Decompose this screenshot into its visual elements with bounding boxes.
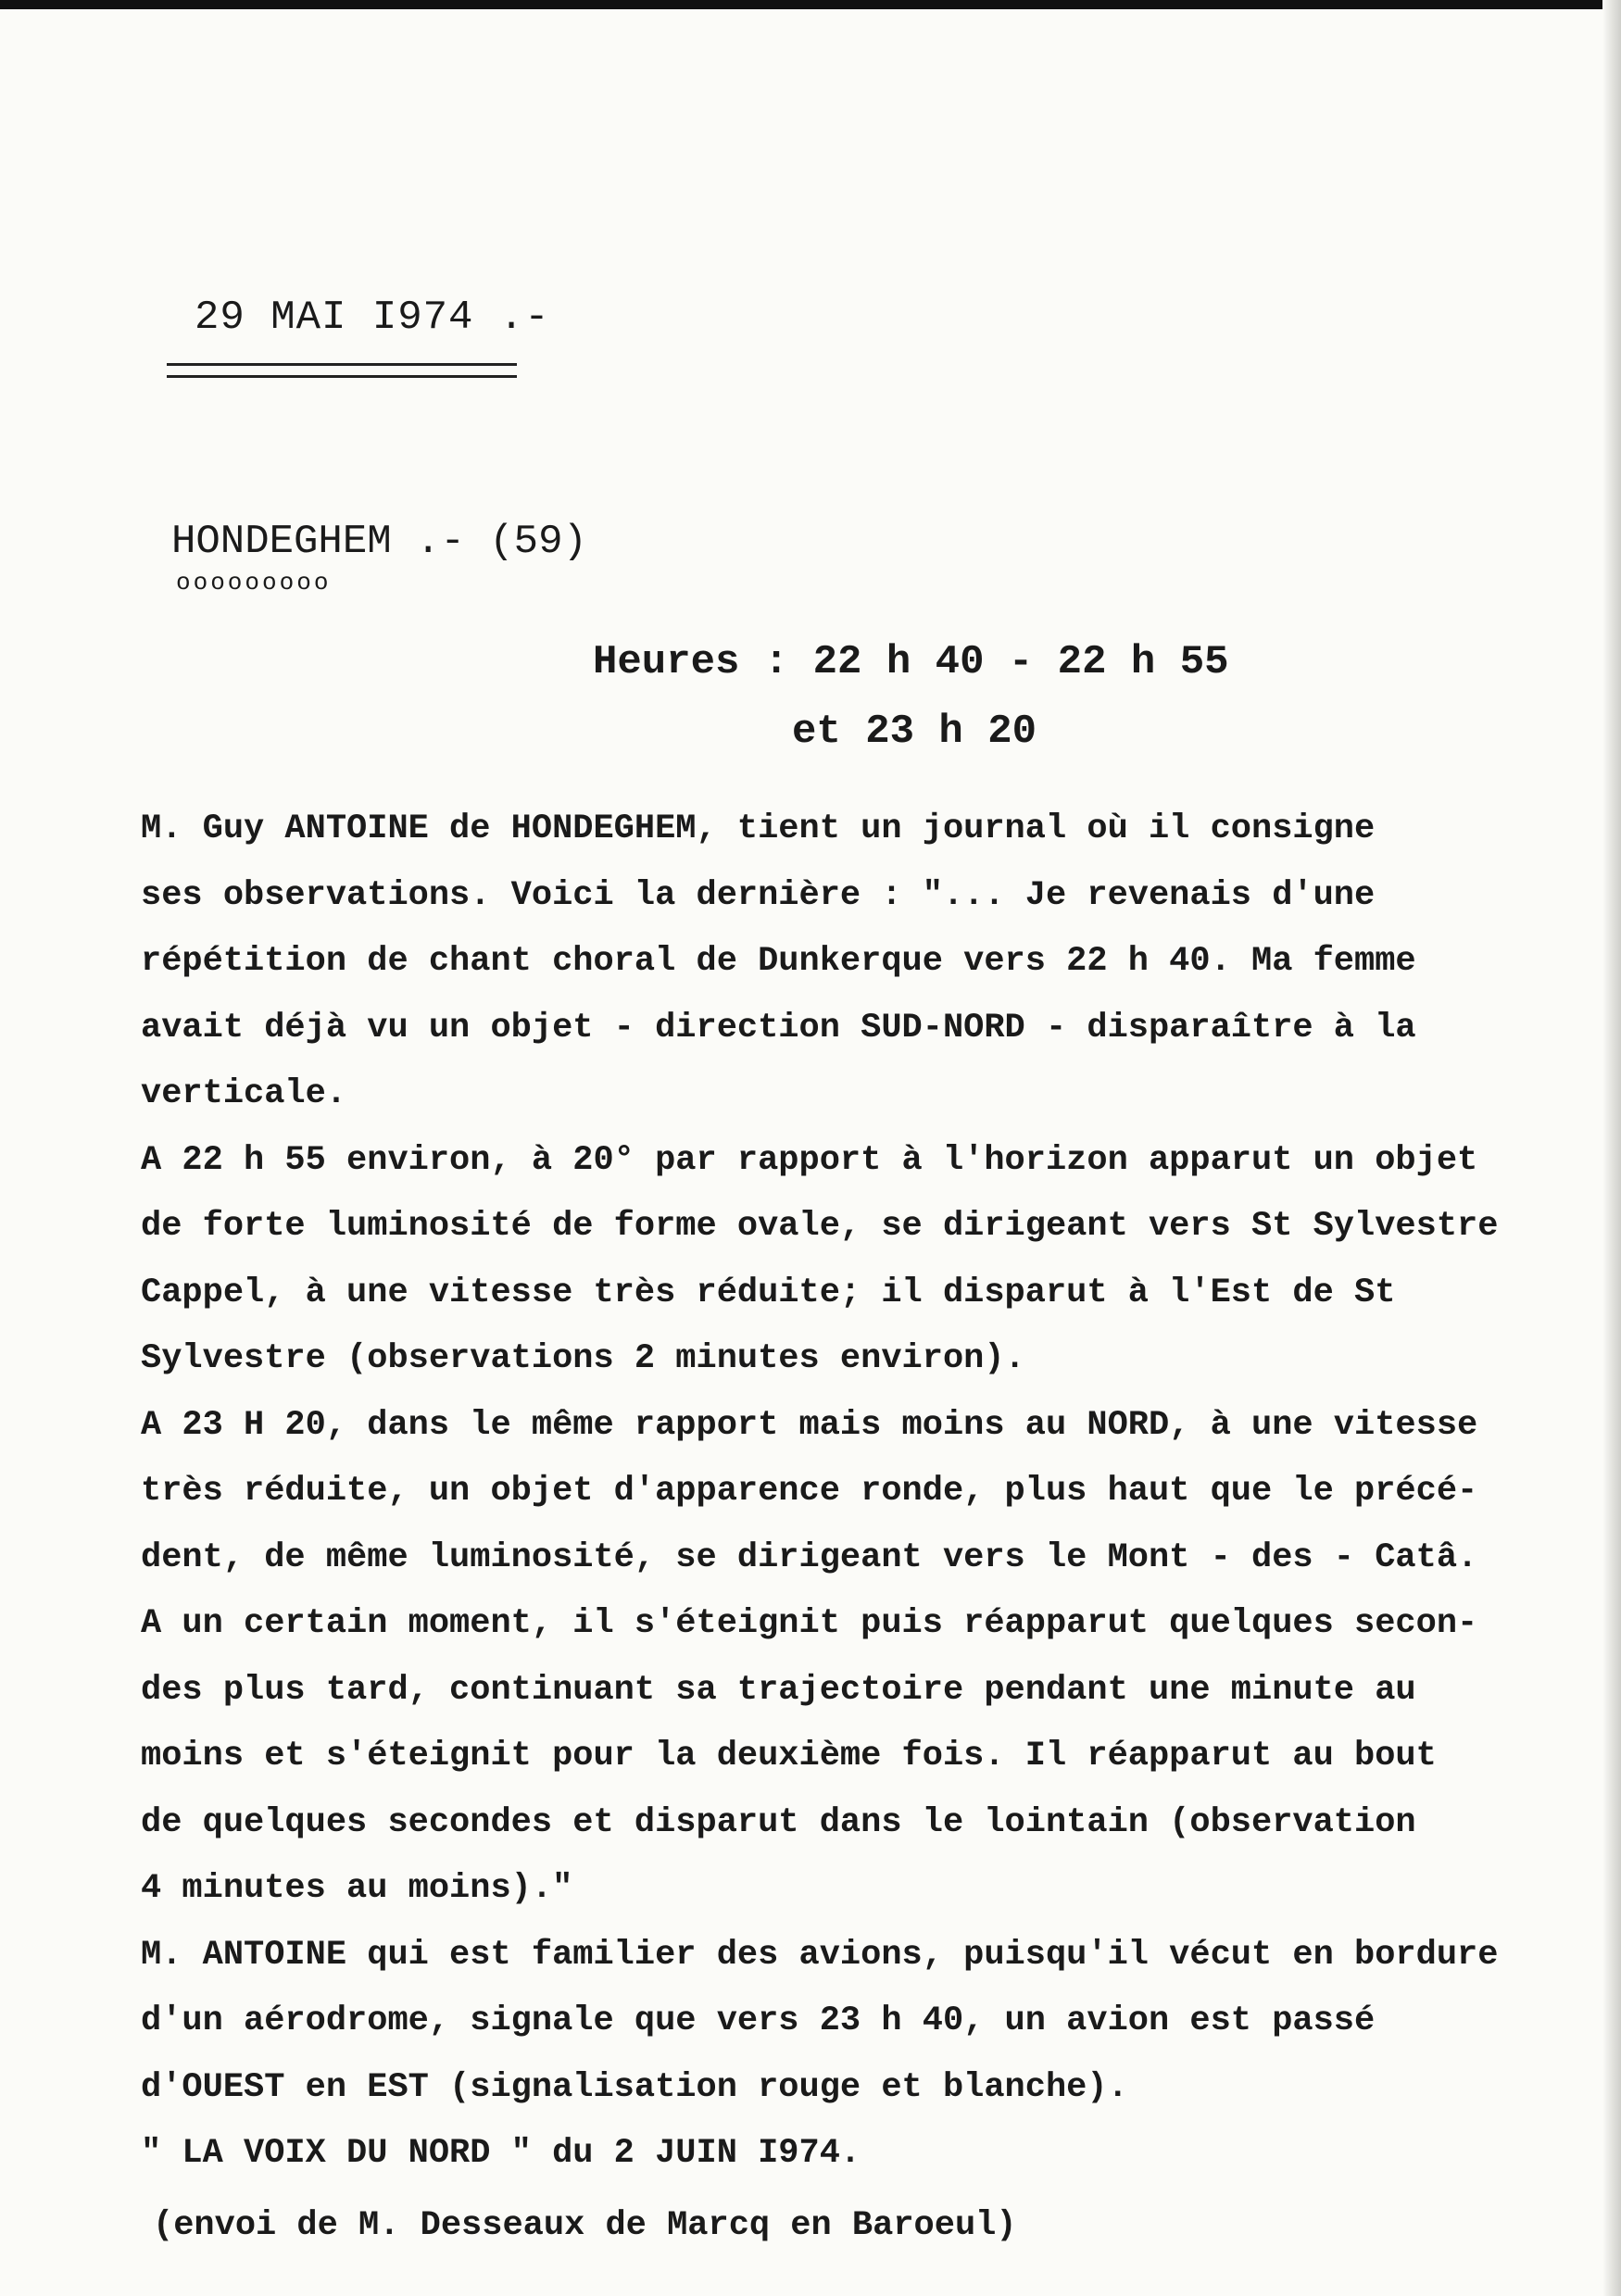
- body-line: Sylvestre (observations 2 minutes environ).: [141, 1339, 1025, 1378]
- hours-line-2: et 23 h 20: [792, 709, 1037, 755]
- hours-line-1: Heures : 22 h 40 - 22 h 55: [593, 639, 1229, 685]
- place-heading: HONDEGHEM .- (59): [171, 519, 587, 565]
- body-line: d'un aérodrome, signale que vers 23 h 40, un avion est passé: [141, 2001, 1376, 2040]
- date-double-underline: [167, 363, 517, 378]
- body-line: dent, de même luminosité, se dirigeant vers le Mont - des - Catâ.: [141, 1537, 1478, 1577]
- body-line: verticale.: [141, 1074, 347, 1113]
- body-line: A un certain moment, il s'éteignit puis réapparut quelques secon-: [141, 1604, 1478, 1643]
- body-line: A 23 H 20, dans le même rapport mais moins au NORD, à une vitesse: [141, 1405, 1478, 1445]
- right-edge-shadow: [1602, 0, 1621, 2296]
- body-line: Cappel, à une vitesse très réduite; il disparut à l'Est de St: [141, 1273, 1396, 1312]
- body-line: de quelques secondes et disparut dans le lointain (observation: [141, 1802, 1416, 1842]
- body-line: de forte luminosité de forme ovale, se dirigeant vers St Sylvestre: [141, 1207, 1499, 1246]
- body-line: ses observations. Voici la dernière : "... Je revenais d'une: [141, 875, 1376, 915]
- body-line: M. Guy ANTOINE de HONDEGHEM, tient un journal où il consigne: [141, 809, 1376, 848]
- report-body: [141, 797, 1586, 2188]
- body-line: " LA VOIX DU NORD " du 2 JUIN I974.: [141, 2134, 861, 2173]
- body-line: d'OUEST en EST (signalisation rouge et blanche).: [141, 2067, 1128, 2107]
- report-date: 29 MAI I974 .-: [195, 295, 550, 341]
- body-line: A 22 h 55 environ, à 20° par rapport à l'horizon apparut un objet: [141, 1140, 1478, 1180]
- body-line: moins et s'éteignit pour la deuxième fois. Il réapparut au bout: [141, 1737, 1437, 1775]
- place-dotted-underline: ooooooooo: [176, 569, 332, 596]
- body-line: 4 minutes au moins).": [141, 1869, 573, 1908]
- body-line: M. ANTOINE qui est familier des avions, puisqu'il vécut en bordure: [141, 1935, 1499, 1975]
- top-edge-rule: [0, 0, 1621, 9]
- body-line: avait déjà vu un objet - direction SUD-NORD - disparaître à la: [141, 1008, 1416, 1048]
- body-line: répétition de chant choral de Dunkerque vers 22 h 40. Ma femme: [141, 942, 1416, 981]
- body-line: très réduite, un objet d'apparence ronde, plus haut que le précé-: [141, 1472, 1478, 1511]
- source-note: (envoi de M. Desseaux de Marcq en Baroeul): [153, 2206, 1017, 2245]
- body-line: des plus tard, continuant sa trajectoire pendant une minute au: [141, 1670, 1416, 1710]
